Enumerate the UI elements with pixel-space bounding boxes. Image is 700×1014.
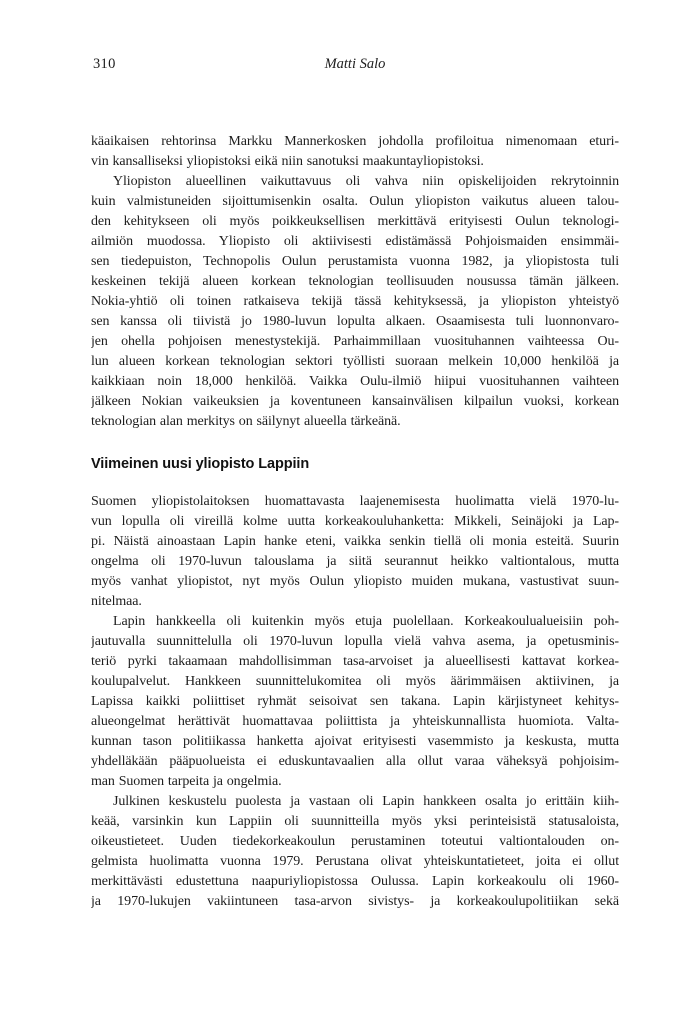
paragraph-lapland-intro bbox=[91, 492, 619, 612]
text-line: koulupalvelut. Hankkeen suunnittelukomitea oli myös äärimmäisen aktiivinen, ja bbox=[91, 674, 619, 689]
text-line: Lapin hankkeella oli kuitenkin myös etuja puolellaan. Korkeakoulualueisiin poh- bbox=[113, 614, 619, 629]
paragraph-continuation bbox=[91, 132, 619, 172]
text-line: teknologian alan merkitys on säilynyt alueella tärkeänä. bbox=[91, 414, 401, 429]
paragraph-oulu-impact bbox=[91, 172, 619, 432]
section-heading: Viimeinen uusi yliopisto Lappiin bbox=[91, 456, 310, 472]
text-line: keää, varsinkin kun Lappiin oli suunnitteilla myös yksi perinteisistä statusaloista, bbox=[91, 814, 619, 829]
text-line: man Suomen tarpeita ja ongelmia. bbox=[91, 774, 282, 789]
text-line: ailmiön muodossa. Yliopisto oli aktiivisesti edistämässä Pohjoismaiden ensimmäi- bbox=[91, 234, 619, 249]
text-line: jautuvalla suunnittelulla oli 1970-luvun lopulla vielä vahva asema, ja opetusminis- bbox=[91, 634, 619, 649]
text-line: Yliopiston alueellinen vaikuttavuus oli vahva niin opiskelijoiden rekrytoinnin bbox=[113, 174, 619, 189]
text-line: Nokia-yhtiö oli toinen ratkaiseva tekijä tässä kehityksessä, ja yliopiston yhteistyö bbox=[91, 294, 619, 309]
text-line: käaikaisen rehtorinsa Markku Mannerkosken johdolla profiloitua nimenomaan eturi- bbox=[91, 134, 619, 149]
paragraph-lapland-advantages bbox=[91, 612, 619, 792]
text-line: lun alueen korkean teknologian sektori työllisti suoraan melkein 10,000 henkilöä ja bbox=[91, 354, 619, 369]
text-line: ja 1970-lukujen vakiintuneen tasa-arvon sivistys- ja korkeakoulupolitiikan sekä bbox=[91, 894, 619, 909]
text-line: ongelma oli 1970-luvun talouslama ja siitä seurannut heikko valtiontalous, mutta bbox=[91, 554, 619, 569]
text-line: pi. Näistä ainoastaan Lapin hanke eteni, vaikka senkin tiellä oli monia esteitä. Suurin bbox=[91, 534, 619, 549]
text-line: alueongelmat herättivät huomattavaa poliittista ja yhteiskunnallista huomiota. Valta- bbox=[91, 714, 619, 729]
text-line: oikeustieteet. Uuden tiedekorkeakoulun perustaminen toteutui valtiontalouden on- bbox=[91, 834, 619, 849]
text-line: vun lopulla oli vireillä kolme uutta korkeakouluhanketta: Mikkeli, Seinäjoki ja Lap- bbox=[91, 514, 619, 529]
text-line: nitelmaa. bbox=[91, 594, 142, 609]
text-line: jen ohella pohjoisen menestystekijä. Parhaimmillaan vuosituhannen vaihteessa Ou- bbox=[91, 334, 619, 349]
text-line: vin kansalliseksi yliopistoksi eikä niin sanotuksi maakuntayliopistoksi. bbox=[91, 154, 484, 169]
text-line: keskeinen tekijä alueen korkean teknologian teollisuuden nousussa tämän jälkeen. bbox=[91, 274, 619, 289]
text-line: kaikkiaan noin 18,000 henkilöä. Vaikka Oulu-ilmiö hiipui vuosituhannen vaihteen bbox=[91, 374, 619, 389]
text-line: Suomen yliopistolaitoksen huomattavasta laajenemisesta huolimatta vielä 1970-lu- bbox=[91, 494, 619, 509]
running-header-author: Matti Salo bbox=[324, 56, 386, 72]
text-line: kuin valmistuneiden sijoittumisenkin osalta. Oulun yliopiston vaikutus alueen talou- bbox=[91, 194, 619, 209]
text-line: gelmista huolimatta vuonna 1979. Perustana olivat yhteiskuntatieteet, joita ei ollut bbox=[91, 854, 619, 869]
body-text bbox=[91, 132, 619, 912]
running-header bbox=[91, 54, 619, 74]
text-line: Julkinen keskustelu puolesta ja vastaan oli Lapin hankkeen osalta jo erittäin kiih- bbox=[113, 794, 619, 809]
text-line: jälkeen Nokian vaikeuksien ja koventuneen kansainvälisen kilpailun vuoksi, korkean bbox=[91, 394, 619, 409]
text-line: sen kanssa oli tiivistä jo 1980-luvun lopulta alkaen. Osaamisesta tuli luonnonvaro- bbox=[91, 314, 619, 329]
text-line: kunnan tason politiikassa hanketta ajoivat erityisesti vasemmisto ja keskusta, mutta bbox=[91, 734, 619, 749]
text-line: merkittävästi edustettuna naapuriyliopistossa Oulussa. Lapin korkeakoulu oli 1960- bbox=[91, 874, 619, 889]
text-line: myös vanhat yliopistot, nyt myös Oulun yliopisto muiden mukana, vastustivat suun- bbox=[91, 574, 619, 589]
paragraph-public-debate bbox=[91, 792, 619, 912]
text-line: teriö pyrki takaamaan mahdollisimman tasa-arvoiset ja alueellisesti kattavat korkea- bbox=[91, 654, 619, 669]
text-line: den kehitykseen oli myös poikkeuksellisen merkittävä erityisesti Oulun teknologi- bbox=[91, 214, 619, 229]
text-line: Lapissa kaikki poliittiset ryhmät seisoivat sen takana. Lapin kärjistyneet kehitys- bbox=[91, 694, 619, 709]
text-line: sen tiedepuiston, Technopolis Oulun perustamista vuonna 1982, ja yliopistosta tuli bbox=[91, 254, 619, 269]
text-line: yhdelläkään pääpuolueista ei eduskuntavaalien alla ollut varaa väheksyä pohjoisim- bbox=[91, 754, 619, 769]
page-number: 310 bbox=[93, 56, 116, 72]
